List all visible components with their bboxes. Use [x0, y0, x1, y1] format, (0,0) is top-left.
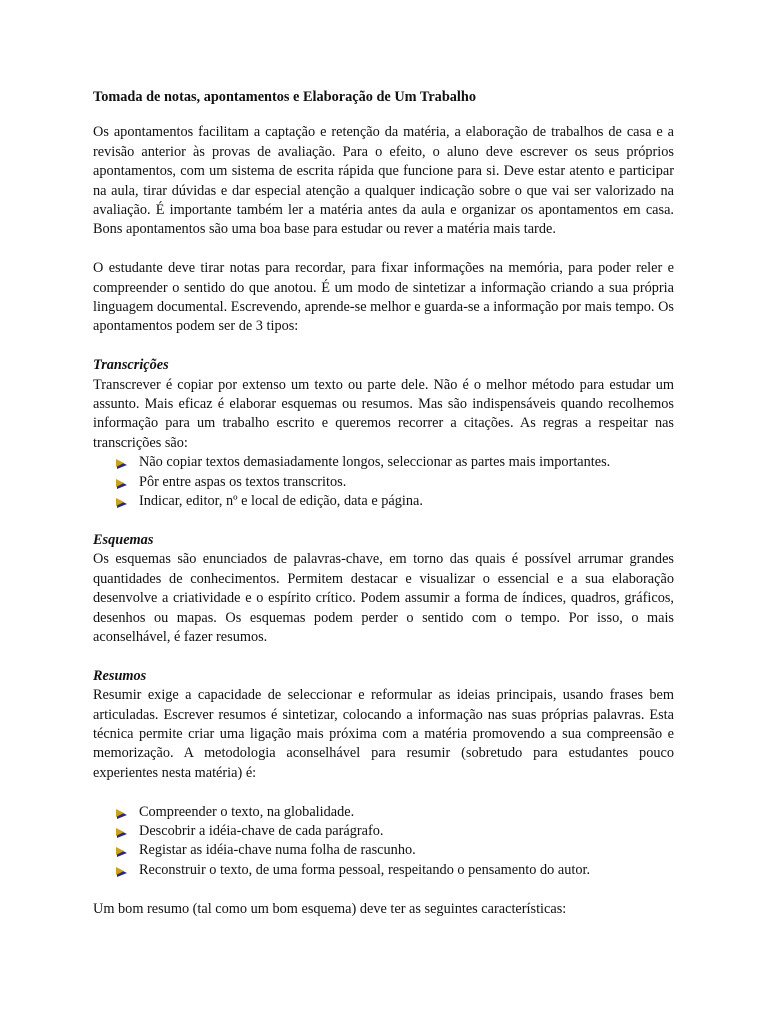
section-heading-resumos: Resumos — [93, 667, 147, 684]
list-item — [115, 492, 674, 511]
list-item-text: Não copiar textos demasiadamente longos, seleccionar as partes mais importantes. — [139, 454, 611, 471]
document-page — [93, 88, 674, 919]
list-item-text: Compreender o texto, na globalidade. — [139, 803, 355, 820]
section-heading-esquemas: Esquemas — [93, 531, 154, 548]
closing-paragraph: Um bom resumo (tal como um bom esquema) deve ter as seguintes características: — [93, 900, 567, 917]
bullet-arrow-icon — [115, 457, 129, 469]
list-item — [115, 473, 674, 492]
bullet-arrow-icon — [115, 477, 129, 489]
list-item-text: Registar as idéia-chave numa folha de rascunho. — [139, 842, 416, 859]
bullet-arrow-icon — [115, 807, 129, 819]
bullet-arrow-icon — [115, 865, 129, 877]
list-item — [115, 841, 674, 860]
esquemas-paragraph: Os esquemas são enunciados de palavras-chave, em torno das quais é possível arrumar grandes quantidades de conhecimentos. Permitem destacar e visualizar o essencial e a sua elaboração desenvolve a criatividade e o espírito crítico. Podem assumir a forma de índices, quadros, gráficos, desenhos ou mapas. Os esquemas podem perder o sentido com o tempo. Por isso, o mais aconselhável, é fazer resumos. — [93, 551, 674, 645]
list-item — [115, 803, 674, 822]
intro-paragraph-1: Os apontamentos facilitam a captação e retenção da matéria, a elaboração de trabalhos de casa e a revisão anterior às provas de avaliação. Para o efeito, o aluno deve escrever os seus próprios apontamentos, com um sistema de escrita rápida que funcione para si. Deve estar atento e participar na aula, tirar dúvidas e dar especial atenção a qualquer indicação sobre o que vai ser valorizado na avaliação. É importante também ler a matéria antes da aula e organizar os apontamentos em casa. Bons apontamentos são uma boa base para estudar ou rever a matéria mais tarde. — [93, 124, 674, 238]
resumos-paragraph: Resumir exige a capacidade de seleccionar e reformular as ideias principais, usando frases bem articuladas. Escrever resumos é sintetizar, colocando a informação nas suas próprias palavras. Esta técnica permite criar uma ligação mais próxima com a matéria promovendo a sua compreensão e memorização. A metodologia aconselhável para resumir (sobretudo para estudantes pouco experientes nesta matéria) é: — [93, 687, 674, 781]
list-item — [115, 861, 674, 880]
list-item-text: Reconstruir o texto, de uma forma pessoal, respeitando o pensamento do autor. — [139, 861, 591, 878]
bullet-arrow-icon — [115, 845, 129, 857]
list-item-text: Descobrir a idéia-chave de cada parágrafo. — [139, 822, 384, 839]
list-item — [115, 822, 674, 841]
section-heading-transcricoes: Transcrições — [93, 357, 169, 374]
bullet-arrow-icon — [115, 496, 129, 508]
transcricoes-bullet-list — [93, 453, 674, 511]
resumos-bullet-list — [93, 803, 674, 881]
list-item-text: Pôr entre aspas os textos transcritos. — [139, 473, 347, 490]
list-item — [115, 453, 674, 472]
document-title: Tomada de notas, apontamentos e Elaboração de Um Trabalho — [93, 89, 477, 105]
list-item-text: Indicar, editor, nº e local de edição, data e página. — [139, 493, 423, 510]
bullet-arrow-icon — [115, 826, 129, 838]
transcricoes-paragraph: Transcrever é copiar por extenso um texto ou parte dele. Não é o melhor método para estudar um assunto. Mais eficaz é elaborar esquemas ou resumos. Mas são indispensáveis quando recolhemos informação para um trabalho escrito e queremos recorrer a citações. As regras a respeitar nas transcrições são: — [93, 376, 674, 451]
intro-paragraph-2: O estudante deve tirar notas para recordar, para fixar informações na memória, para poder reler e compreender o sentido do que anotou. É um modo de sintetizar a informação criando a sua própria linguagem documental. Escrevendo, aprende-se melhor e guarda-se a informação por mais tempo. Os apontamentos podem ser de 3 tipos: — [93, 260, 674, 335]
